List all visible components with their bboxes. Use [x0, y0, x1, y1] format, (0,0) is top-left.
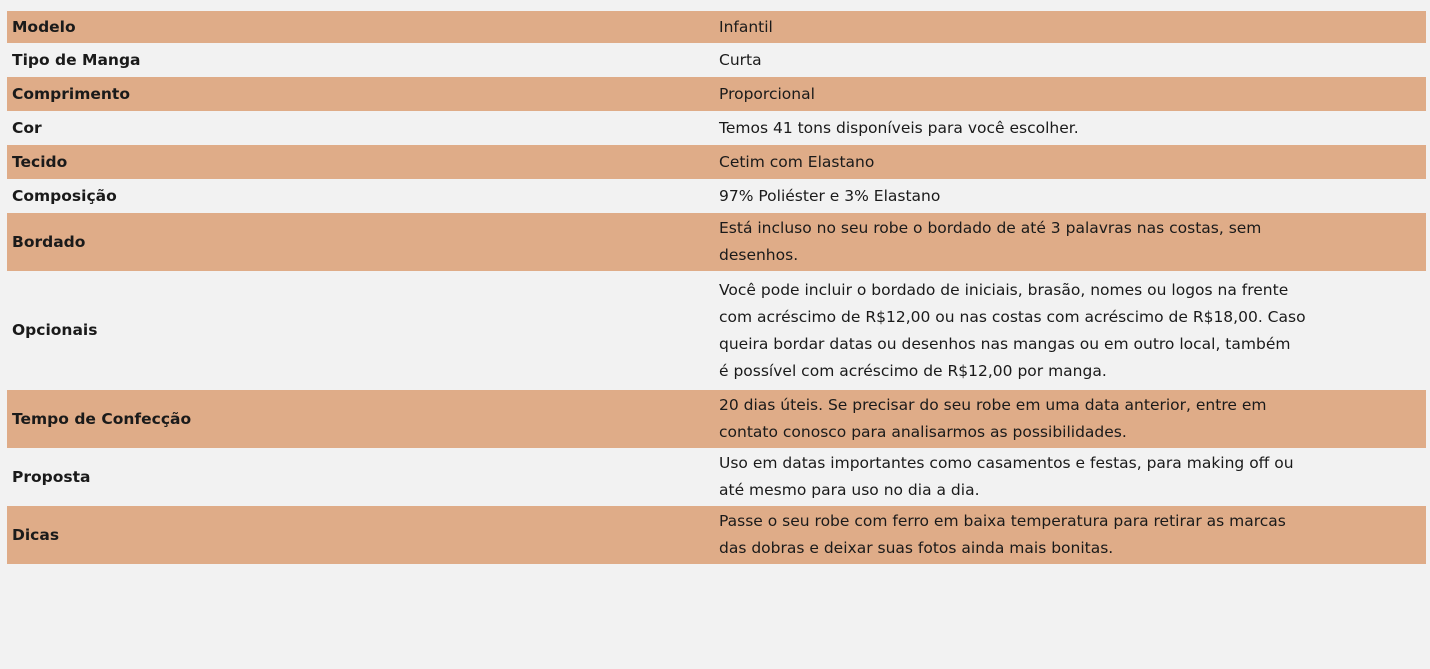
- spec-row-tempo-de-confeccao: [7, 390, 1426, 448]
- spec-value: Proporcional: [713, 77, 1426, 111]
- spec-value: Temos 41 tons disponíveis para você escolher.: [713, 111, 1426, 145]
- spec-value-line: Passe o seu robe com ferro em baixa temperatura para retirar as marcas: [719, 512, 1286, 530]
- spec-value-line: das dobras e deixar suas fotos ainda mais bonitas.: [719, 539, 1114, 557]
- spec-label: Opcionais: [7, 271, 713, 390]
- spec-row-composicao: [7, 179, 1426, 213]
- spec-row-comprimento: [7, 77, 1426, 111]
- spec-value: [713, 271, 1426, 390]
- spec-label: Composição: [7, 179, 713, 213]
- spec-value-line: Você pode incluir o bordado de iniciais, brasão, nomes ou logos na frente: [719, 280, 1289, 299]
- spec-value-line: desenhos.: [719, 246, 799, 264]
- spec-value-line: 20 dias úteis. Se precisar do seu robe em uma data anterior, entre em: [719, 396, 1267, 414]
- spec-row-modelo: [7, 11, 1426, 43]
- spec-label: Proposta: [7, 448, 713, 506]
- spec-value: Cetim com Elastano: [713, 145, 1426, 179]
- spec-row-dicas: [7, 506, 1426, 564]
- spec-value-line: é possível com acréscimo de R$12,00 por manga.: [719, 361, 1107, 380]
- spec-row-tecido: [7, 145, 1426, 179]
- spec-row-bordado: [7, 213, 1426, 271]
- spec-label: Tipo de Manga: [7, 43, 713, 77]
- spec-value-line: com acréscimo de R$12,00 ou nas costas com acréscimo de R$18,00. Caso: [719, 307, 1306, 326]
- spec-label: Modelo: [7, 11, 713, 43]
- spec-label: Cor: [7, 111, 713, 145]
- spec-value: [713, 390, 1426, 448]
- spec-row-cor: [7, 111, 1426, 145]
- spec-label: Tempo de Confecção: [7, 390, 713, 448]
- product-spec-table: [7, 11, 1426, 564]
- spec-value: [713, 506, 1426, 564]
- spec-value: Infantil: [713, 11, 1426, 43]
- spec-value: [713, 213, 1426, 271]
- spec-value-line: até mesmo para uso no dia a dia.: [719, 481, 980, 499]
- spec-value: 97% Poliéster e 3% Elastano: [713, 179, 1426, 213]
- spec-row-tipo-de-manga: [7, 43, 1426, 77]
- spec-row-proposta: [7, 448, 1426, 506]
- product-spec-container: [7, 11, 1426, 564]
- spec-label: Tecido: [7, 145, 713, 179]
- spec-value-line: Uso em datas importantes como casamentos e festas, para making off ou: [719, 454, 1294, 472]
- spec-row-opcionais: [7, 271, 1426, 390]
- spec-value: Curta: [713, 43, 1426, 77]
- spec-label: Comprimento: [7, 77, 713, 111]
- spec-value-line: contato conosco para analisarmos as possibilidades.: [719, 423, 1127, 441]
- spec-label: Dicas: [7, 506, 713, 564]
- spec-value-line: Está incluso no seu robe o bordado de até 3 palavras nas costas, sem: [719, 219, 1262, 237]
- spec-value-line: queira bordar datas ou desenhos nas mangas ou em outro local, também: [719, 334, 1291, 353]
- spec-value: [713, 448, 1426, 506]
- spec-label: Bordado: [7, 213, 713, 271]
